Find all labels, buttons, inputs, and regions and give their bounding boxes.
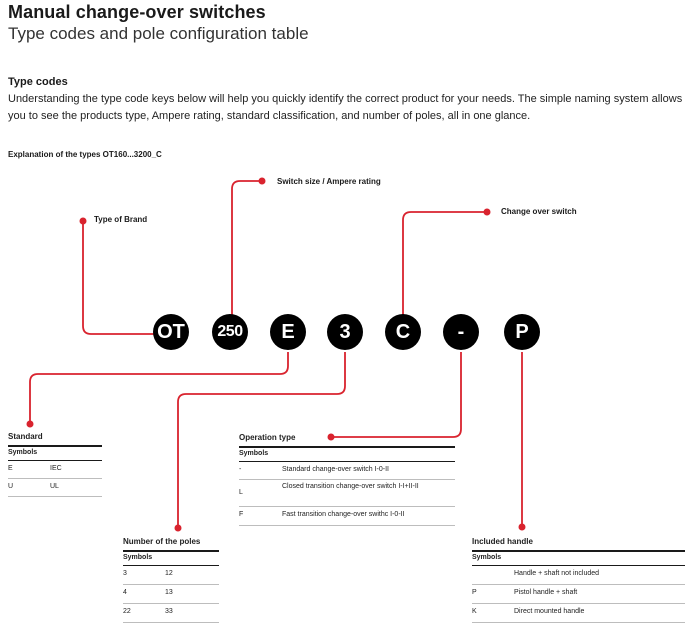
callout-dot-size xyxy=(259,178,266,185)
code-part-handle: P xyxy=(504,314,540,350)
table-row xyxy=(123,585,219,604)
callout-dot-handle xyxy=(519,524,526,531)
table-header-symbols: Symbols xyxy=(8,449,38,456)
table-cell-value: Closed transition change-over switch I-I+II-II xyxy=(282,483,419,490)
table-cell-value: Standard change-over switch I-0-II xyxy=(282,466,389,473)
table-cell-value: IEC xyxy=(50,465,62,472)
page-title: Manual change-over switches xyxy=(8,2,266,22)
handle-table-title: Included handle xyxy=(472,537,533,546)
table-row xyxy=(8,479,102,497)
table-cell-value: 33 xyxy=(165,608,173,615)
code-part-standard: E xyxy=(270,314,306,350)
table-cell-value: 13 xyxy=(165,589,173,596)
table-row xyxy=(239,462,455,480)
table-header-row xyxy=(8,447,102,461)
table-cell-symbol: - xyxy=(239,466,242,473)
table-cell-value: 12 xyxy=(165,570,173,577)
code-part-changeover: C xyxy=(385,314,421,350)
table-row xyxy=(8,461,102,479)
callout-dot-brand xyxy=(80,218,87,225)
table-row xyxy=(123,566,219,585)
table-row xyxy=(239,480,455,507)
table-row xyxy=(472,585,685,604)
table-row xyxy=(239,507,455,526)
table-header-row xyxy=(123,552,219,566)
table-header-symbols: Symbols xyxy=(239,450,269,457)
callout-brand: Type of Brand xyxy=(94,215,148,224)
table-cell-symbol: K xyxy=(472,608,477,615)
table-cell-value: UL xyxy=(50,483,59,490)
page-subtitle: Type codes and pole configuration table xyxy=(8,24,309,43)
table-header-symbols: Symbols xyxy=(123,554,153,561)
handle-table xyxy=(472,537,685,623)
code-part-poles: 3 xyxy=(327,314,363,350)
standard-table-title: Standard xyxy=(8,432,43,441)
table-row xyxy=(472,604,685,623)
table-header-row xyxy=(472,552,685,566)
explanation-heading: Explanation of the types OT160...3200_C xyxy=(8,150,162,159)
standard-table xyxy=(8,432,102,497)
intro-paragraph: Understanding the type code keys below will help you quickly identify the correct product for your needs. The simple naming system allows you to see the products type, Ampere rating, standard classification, and number of poles, all in one glance. xyxy=(8,93,683,122)
operation-table-title: Operation type xyxy=(239,433,296,442)
callout-dot-poles xyxy=(175,525,182,532)
table-cell-value: Fast transition change-over swithc I-0-II xyxy=(282,511,405,518)
table-cell-value: Pistol handle + shaft xyxy=(514,589,578,596)
table-cell-symbol: 3 xyxy=(123,570,127,577)
table-cell-symbol: E xyxy=(8,465,13,472)
code-part-operation: - xyxy=(443,314,479,350)
callout-dot-standard xyxy=(27,421,34,428)
poles-table-title: Number of the poles xyxy=(123,537,201,546)
table-header-symbols: Symbols xyxy=(472,554,502,561)
table-cell-value: Direct mounted handle xyxy=(514,608,585,615)
callout-dot-changeover xyxy=(484,209,491,216)
table-row xyxy=(472,566,685,585)
callout-changeover: Change over switch xyxy=(501,207,577,216)
table-cell-symbol: 4 xyxy=(123,589,127,596)
table-cell-symbol: L xyxy=(239,489,243,496)
operation-table xyxy=(239,433,455,526)
code-part-brand: OT xyxy=(153,314,189,350)
table-row xyxy=(123,604,219,623)
poles-table xyxy=(123,537,219,623)
table-cell-value: Handle + shaft not included xyxy=(514,570,600,577)
table-cell-symbol: 22 xyxy=(123,608,131,615)
table-cell-symbol: P xyxy=(472,589,477,596)
callout-size: Switch size / Ampere rating xyxy=(277,177,381,186)
table-cell-symbol: F xyxy=(239,511,244,518)
table-header-row xyxy=(239,448,455,462)
section-heading-type-codes: Type codes xyxy=(8,76,68,88)
code-part-size: 250 xyxy=(212,314,248,350)
table-cell-symbol: U xyxy=(8,483,14,490)
